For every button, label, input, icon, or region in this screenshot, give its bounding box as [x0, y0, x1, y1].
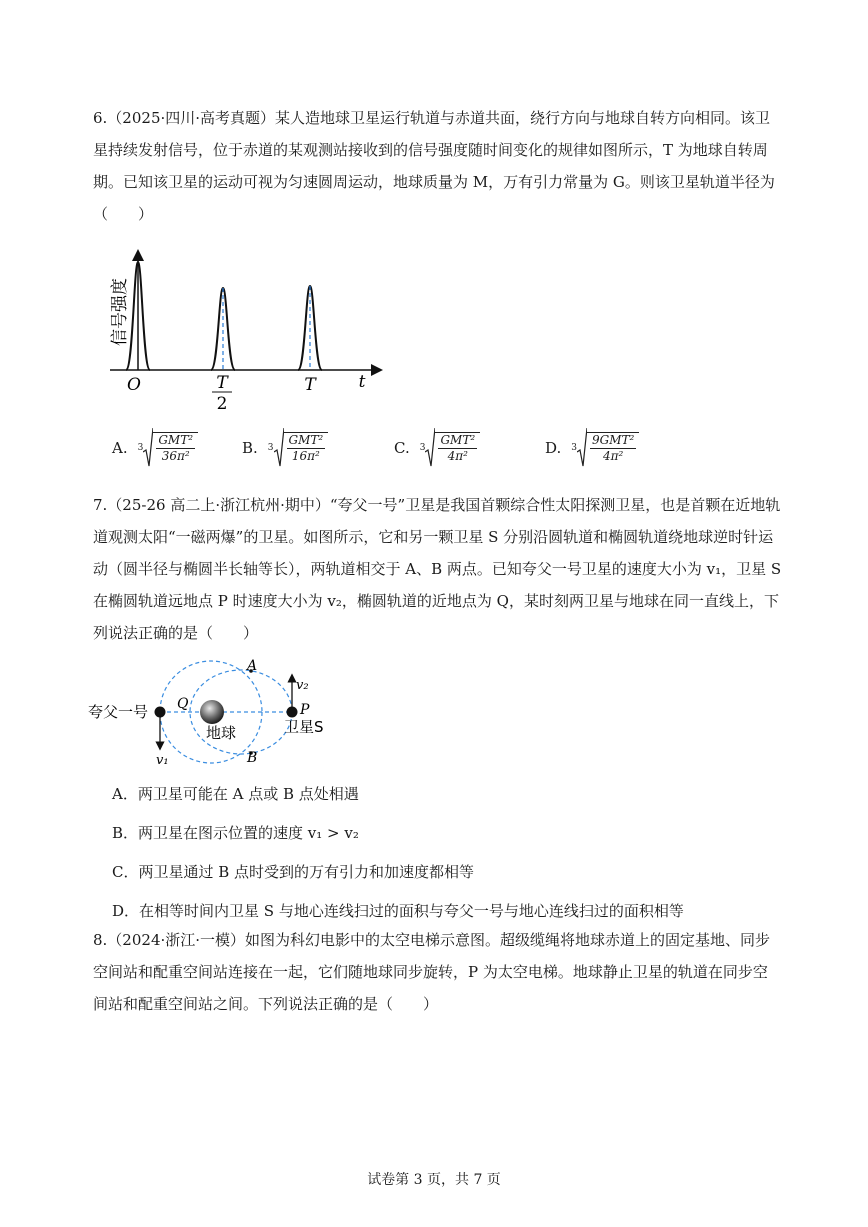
- cube-root-icon: [268, 428, 328, 468]
- root-index: 3: [419, 443, 426, 453]
- q6-option-a[interactable]: [112, 428, 198, 468]
- label-b: B: [247, 750, 258, 766]
- q6-option-c-den: 4π²: [447, 449, 468, 463]
- signal-strength-figure: [100, 244, 390, 414]
- q6-line-2: 星持续发射信号，位于赤道的某观测站接收到的信号强度随时间变化的规律如图所示，T 为地球自转周: [93, 141, 768, 159]
- q6-option-c-num: GMT²: [440, 433, 476, 447]
- label-satellite-s: 卫星S: [284, 718, 324, 736]
- q6-line-1: 6.（2025·四川·高考真题）某人造地球卫星运行轨道与赤道共面，绕行方向与地球自转方向相同。该卫: [93, 109, 771, 127]
- page-footer: 试卷第 3 页，共 7 页: [367, 1172, 501, 1188]
- satellite-s-dot: [287, 707, 298, 718]
- q8-line-2: 空间站和配重空间站连接在一起，它们随地球同步旋转，P 为太空电梯。地球静止卫星的轨道在同步空: [93, 963, 768, 981]
- q6-option-a-label: A.: [112, 439, 128, 457]
- cube-root-icon: [420, 428, 480, 468]
- origin-label: O: [127, 375, 141, 395]
- q7-option-b[interactable]: B．两卫星在图示位置的速度 v₁ > v₂: [112, 824, 359, 842]
- signal-peak-2: [211, 288, 235, 370]
- earth-icon: [200, 700, 224, 724]
- q6-option-b-den: 16π²: [291, 449, 320, 463]
- q7-line-5: 列说法正确的是（ ）: [93, 624, 259, 642]
- q7-option-d[interactable]: D．在相等时间内卫星 S 与地心连线扫过的面积与夸父一号与地心连线扫过的面积相等: [112, 902, 684, 920]
- root-index: 3: [571, 443, 577, 453]
- q6-line-4: （ ）: [93, 205, 154, 223]
- label-p: P: [300, 702, 310, 718]
- root-index: 3: [267, 443, 274, 453]
- q8-line-1: 8.（2024·浙江·一模）如图为科幻电影中的太空电梯示意图。超级缆绳将地球赤道上的固定基地、同步: [93, 931, 771, 949]
- q7-option-c[interactable]: C．两卫星通过 B 点时受到的万有引力和加速度都相等: [112, 863, 475, 881]
- q6-option-a-den: 36π²: [161, 449, 190, 463]
- label-v2: v₂: [296, 678, 309, 693]
- kuafu-satellite-dot: [155, 707, 166, 718]
- cube-root-icon: [571, 428, 639, 468]
- q6-option-d-num: 9GMT²: [592, 433, 635, 447]
- q6-option-b[interactable]: [242, 428, 328, 468]
- y-axis-label: 信号强度: [110, 278, 130, 346]
- q7-line-3: 动（圆半径与椭圆半长轴等长），两轨道相交于 A、B 两点。已知夸父一号卫星的速度大小为 v₁，卫星 S: [93, 560, 782, 578]
- q6-option-b-num: GMT²: [288, 433, 324, 447]
- q7-line-4: 在椭圆轨道远地点 P 时速度大小为 v₂，椭圆轨道的近地点为 Q，某时刻两卫星与地球在同一直线上，下: [93, 592, 779, 610]
- q6-option-d[interactable]: [545, 428, 639, 468]
- period-label: T: [304, 375, 316, 395]
- x-axis-label: t: [358, 372, 366, 392]
- q6-option-b-label: B.: [242, 439, 258, 457]
- radical-sign-icon: [143, 428, 153, 468]
- q6-line-3: 期。已知该卫星的运动可视为匀速圆周运动，地球质量为 M，万有引力常量为 G。则该卫星轨道半径为: [93, 173, 775, 191]
- q7-line-1: 7.（25-26 高二上·浙江杭州·期中）“夸父一号”卫星是我国首颗综合性太阳探测卫星，也是首颗在近地轨: [93, 496, 781, 514]
- radical-sign-icon: [274, 428, 284, 468]
- half-period-denominator: 2: [216, 394, 228, 414]
- question-6-stem: [93, 102, 783, 230]
- q6-options: [112, 428, 712, 478]
- question-8-stem: [93, 924, 783, 1020]
- half-period-numerator: T: [216, 373, 228, 393]
- label-a: A: [247, 658, 258, 674]
- root-index: 3: [137, 443, 144, 453]
- radical-sign-icon: [425, 428, 435, 468]
- label-kuafu: 夸父一号: [88, 703, 149, 721]
- cube-root-icon: [138, 428, 198, 468]
- label-v1: v₁: [156, 753, 169, 766]
- q6-option-c[interactable]: [394, 428, 480, 468]
- q8-line-3: 间站和配重空间站之间。下列说法正确的是（ ）: [93, 995, 439, 1013]
- label-q: Q: [177, 696, 189, 712]
- q6-option-c-label: C.: [394, 439, 410, 457]
- radical-sign-icon: [577, 428, 587, 468]
- label-earth: 地球: [206, 724, 237, 742]
- q6-option-a-num: GMT²: [158, 433, 194, 447]
- q7-line-2: 道观测太阳“一磁两爆”的卫星。如图所示，它和另一颗卫星 S 分别沿圆轨道和椭圆轨道绕地球逆时针运: [93, 528, 774, 546]
- q7-option-a[interactable]: A．两卫星可能在 A 点或 B 点处相遇: [112, 785, 359, 803]
- orbit-figure: [88, 656, 348, 766]
- q7-options: [112, 775, 684, 931]
- q6-option-d-label: D.: [545, 439, 562, 457]
- q6-option-d-den: 4π²: [602, 449, 624, 463]
- question-7-stem: [93, 489, 783, 649]
